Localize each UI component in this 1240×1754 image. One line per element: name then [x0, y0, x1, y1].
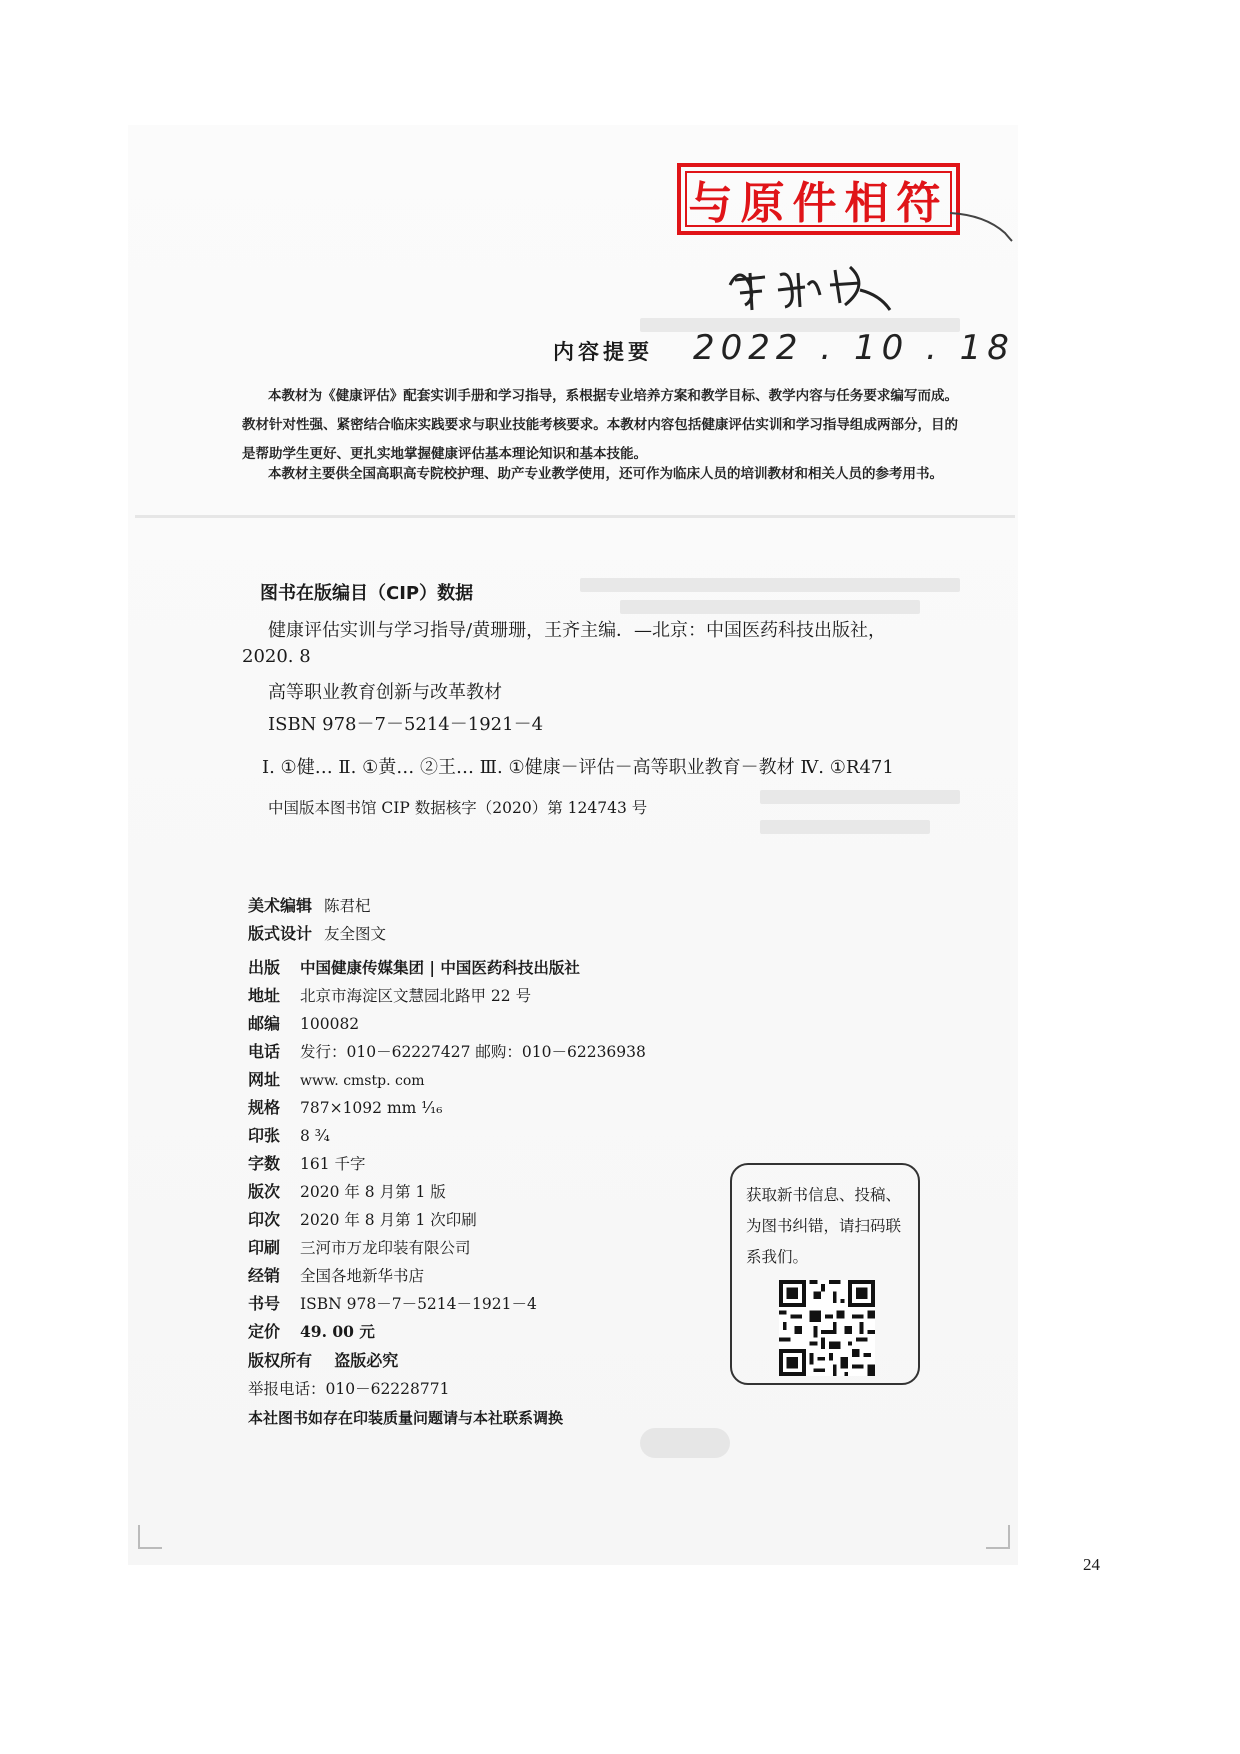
scan-corner-mark [138, 1525, 162, 1549]
info-key: 字数 [248, 1154, 281, 1173]
cip-line-4: ISBN 978－7－5214－1921－4 [268, 714, 544, 735]
info-key: 地址 [248, 986, 281, 1005]
info-key: 书号 [248, 1294, 281, 1313]
info-key: 规格 [248, 1098, 281, 1117]
page-number: 24 [1083, 1555, 1100, 1574]
cip-line-5: Ⅰ. ①健… Ⅱ. ①黄… ②王… Ⅲ. ①健康－评估－高等职业教育－教材 Ⅳ. ①R471 [262, 757, 894, 778]
bleed-through-text [760, 820, 930, 834]
info-row-address [248, 983, 531, 1006]
quality-notice: 本社图书如存在印装质量问题请与本社联系调换 [248, 1409, 564, 1427]
info-value: 三河市万龙印装有限公司 [300, 1239, 471, 1257]
info-row-printing [248, 1207, 477, 1230]
scan-divider-line [135, 515, 1015, 518]
cip-line-1: 健康评估实训与学习指导/黄珊珊，王齐主编．—北京：中国医药科技出版社， [268, 620, 887, 641]
summary-paragraph-2: 本教材主要供全国高职高专院校护理、助产专业教学使用，还可作为临床人员的培训教材和相关人员的参考用书。 [268, 466, 943, 482]
summary-title: 内容提要 [553, 340, 653, 364]
info-key: 印张 [248, 1126, 281, 1145]
scan-corner-mark [986, 1525, 1010, 1549]
info-key: 版次 [248, 1182, 281, 1201]
info-key: 电话 [248, 1042, 281, 1061]
info-row-website [248, 1067, 425, 1090]
info-key: 定价 [248, 1322, 281, 1341]
report-phone: 举报电话：010－62228771 [248, 1380, 450, 1398]
info-value: 友全图文 [324, 925, 387, 943]
info-row-edition [248, 1179, 446, 1202]
info-row-word-count [248, 1151, 366, 1174]
stamp-pen-stroke [950, 205, 1015, 245]
info-row-phone [248, 1039, 646, 1062]
info-value: 北京市海淀区文慧园北路甲 22 号 [300, 987, 532, 1005]
info-key: 版式设计 [248, 924, 313, 943]
info-value: 发行：010－62227427 邮购：010－62236938 [300, 1043, 646, 1061]
info-row-layout-design [248, 921, 386, 944]
summary-paragraph-1: 本教材为《健康评估》配套实训手册和学习指导，系根据专业培养方案和教学目标、教学内容与任务要求编写而成。教材针对性强、紧密结合临床实践要求与职业技能考核要求。本教材内容包括健康评估实训和学习指导组成两部分，目的是帮助学生更好、更扎实地掌握健康评估基本理论知识和基本技能。 [242, 388, 958, 462]
info-row-isbn [248, 1291, 537, 1314]
cip-line-2: 2020. 8 [242, 646, 311, 667]
info-key: 印刷 [248, 1238, 281, 1257]
info-row-postcode [248, 1011, 359, 1034]
info-value: www. cmstp. com [300, 1073, 425, 1089]
info-key: 印次 [248, 1210, 281, 1229]
info-row-sheets [248, 1123, 330, 1146]
info-value: 2020 年 8 月第 1 版 [300, 1183, 446, 1201]
cip-line-3: 高等职业教育创新与改革教材 [268, 682, 502, 703]
info-value: 中国健康传媒集团 | 中国医药科技出版社 [300, 958, 580, 977]
info-row-format [248, 1095, 443, 1118]
info-value: ISBN 978－7－5214－1921－4 [300, 1295, 537, 1313]
info-key: 出版 [248, 958, 281, 977]
bleed-through-text [620, 600, 920, 614]
info-row-printer [248, 1235, 471, 1258]
qr-box-text: 获取新书信息、投稿、为图书纠错，请扫码联系我们。 [746, 1186, 902, 1266]
info-key: 经销 [248, 1266, 281, 1285]
info-row-price [248, 1319, 375, 1342]
cip-line-6: 中国版本图书馆 CIP 数据核字（2020）第 124743 号 [268, 799, 648, 817]
bleed-through-text [580, 578, 960, 592]
info-value: 787×1092 mm ¹⁄₁₆ [300, 1099, 443, 1117]
info-value: 全国各地新华书店 [300, 1267, 425, 1285]
handwritten-signature [720, 255, 900, 315]
qr-code[interactable] [779, 1280, 875, 1376]
info-value: 8 ³⁄₄ [300, 1127, 330, 1145]
bleed-through-logo [640, 1428, 730, 1458]
certification-stamp: 与原件相符 [677, 163, 960, 235]
info-value: 陈君杞 [324, 897, 371, 915]
bleed-through-text [760, 790, 960, 804]
rights-notice: 版权所有 盗版必究 [248, 1351, 399, 1370]
info-value: 2020 年 8 月第 1 次印刷 [300, 1211, 477, 1229]
info-value: 161 千字 [300, 1155, 366, 1173]
info-value: 49. 00 元 [300, 1322, 375, 1341]
info-value: 100082 [300, 1015, 360, 1033]
info-key: 美术编辑 [248, 896, 313, 915]
info-key: 网址 [248, 1070, 281, 1089]
info-key: 邮编 [248, 1014, 281, 1033]
info-row-art-editor [248, 893, 371, 916]
info-row-publisher [248, 955, 580, 978]
info-row-distributor [248, 1263, 424, 1286]
handwritten-date: 2022 . 10 . 18 [693, 328, 1015, 368]
cip-title: 图书在版编目（CIP）数据 [260, 583, 474, 604]
